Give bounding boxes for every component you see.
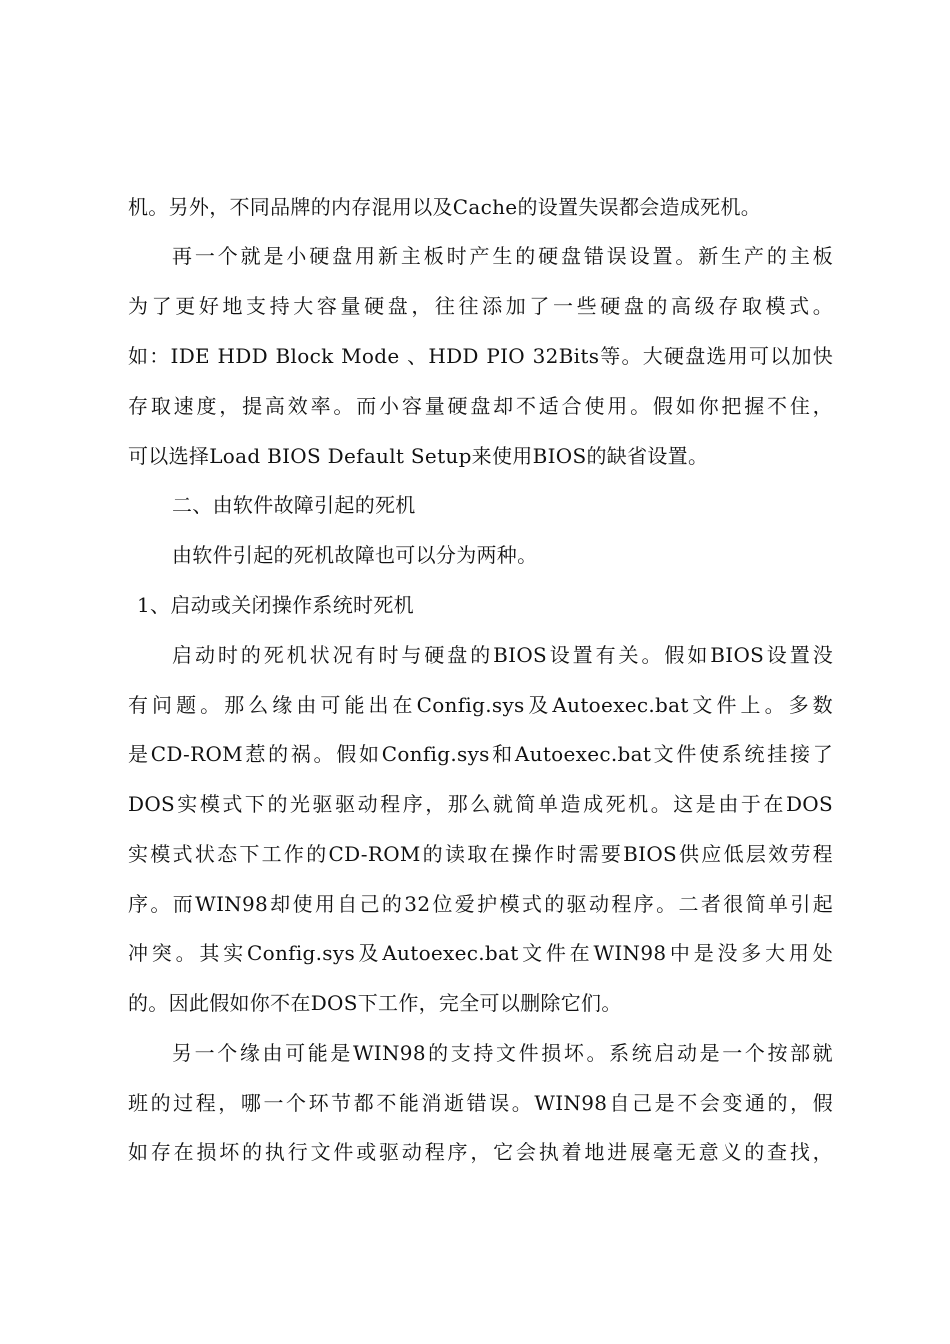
paragraph-line: 序。而WIN98却使用自己的32位爱护模式的驱动程序。二者很简单引起 [128,892,833,916]
paragraph-line: 可以选择Load BIOS Default Setup来使用BIOS的缺省设置。 [128,444,709,468]
paragraph-line: 为了更好地支持大容量硬盘，往往添加了一些硬盘的高级存取模式。 [128,294,833,318]
paragraph-line: 的。因此假如你不在DOS下工作，完全可以删除它们。 [128,991,622,1015]
paragraph-line: 如存在损坏的执行文件或驱动程序，它会执着地进展毫无意义的查找， [128,1140,833,1164]
paragraph-line: 机。另外，不同品牌的内存混用以及Cache的设置失误都会造成死机。 [128,195,762,219]
paragraph-line: 存取速度，提高效率。而小容量硬盘却不适合使用。假如你把握不住， [128,394,833,418]
paragraph-line: 再一个就是小硬盘用新主板时产生的硬盘错误设置。新生产的主板 [172,244,833,268]
paragraph-line: 是CD-ROM惹的祸。假如Config.sys和Autoexec.bat文件使系统挂接了 [128,742,833,766]
section-heading: 二、由软件故障引起的死机 [172,493,416,517]
paragraph-line: 由软件引起的死机故障也可以分为两种。 [172,543,538,567]
paragraph-line: 冲突。其实Config.sys及Autoexec.bat文件在WIN98中是没多大用处 [128,941,833,965]
paragraph-line: DOS实模式下的光驱驱动程序，那么就简单造成死机。这是由于在DOS [128,792,833,816]
paragraph-line: 如：IDE HDD Block Mode 、HDD PIO 32Bits等。大硬盘选用可以加快 [128,344,833,368]
paragraph-line: 启动时的死机状况有时与硬盘的BIOS设置有关。假如BIOS设置没 [172,643,833,667]
paragraph-line: 班的过程，哪一个环节都不能消逝错误。WIN98自己是不会变通的，假 [128,1091,833,1115]
paragraph-line: 有问题。那么缘由可能出在Config.sys及Autoexec.bat文件上。多数 [128,693,833,717]
subsection-heading: 1、启动或关闭操作系统时死机 [137,593,414,617]
paragraph-line: 另一个缘由可能是WIN98的支持文件损坏。系统启动是一个按部就 [172,1041,833,1065]
paragraph-line: 实模式状态下工作的CD-ROM的读取在操作时需要BIOS供应低层效劳程 [128,842,833,866]
